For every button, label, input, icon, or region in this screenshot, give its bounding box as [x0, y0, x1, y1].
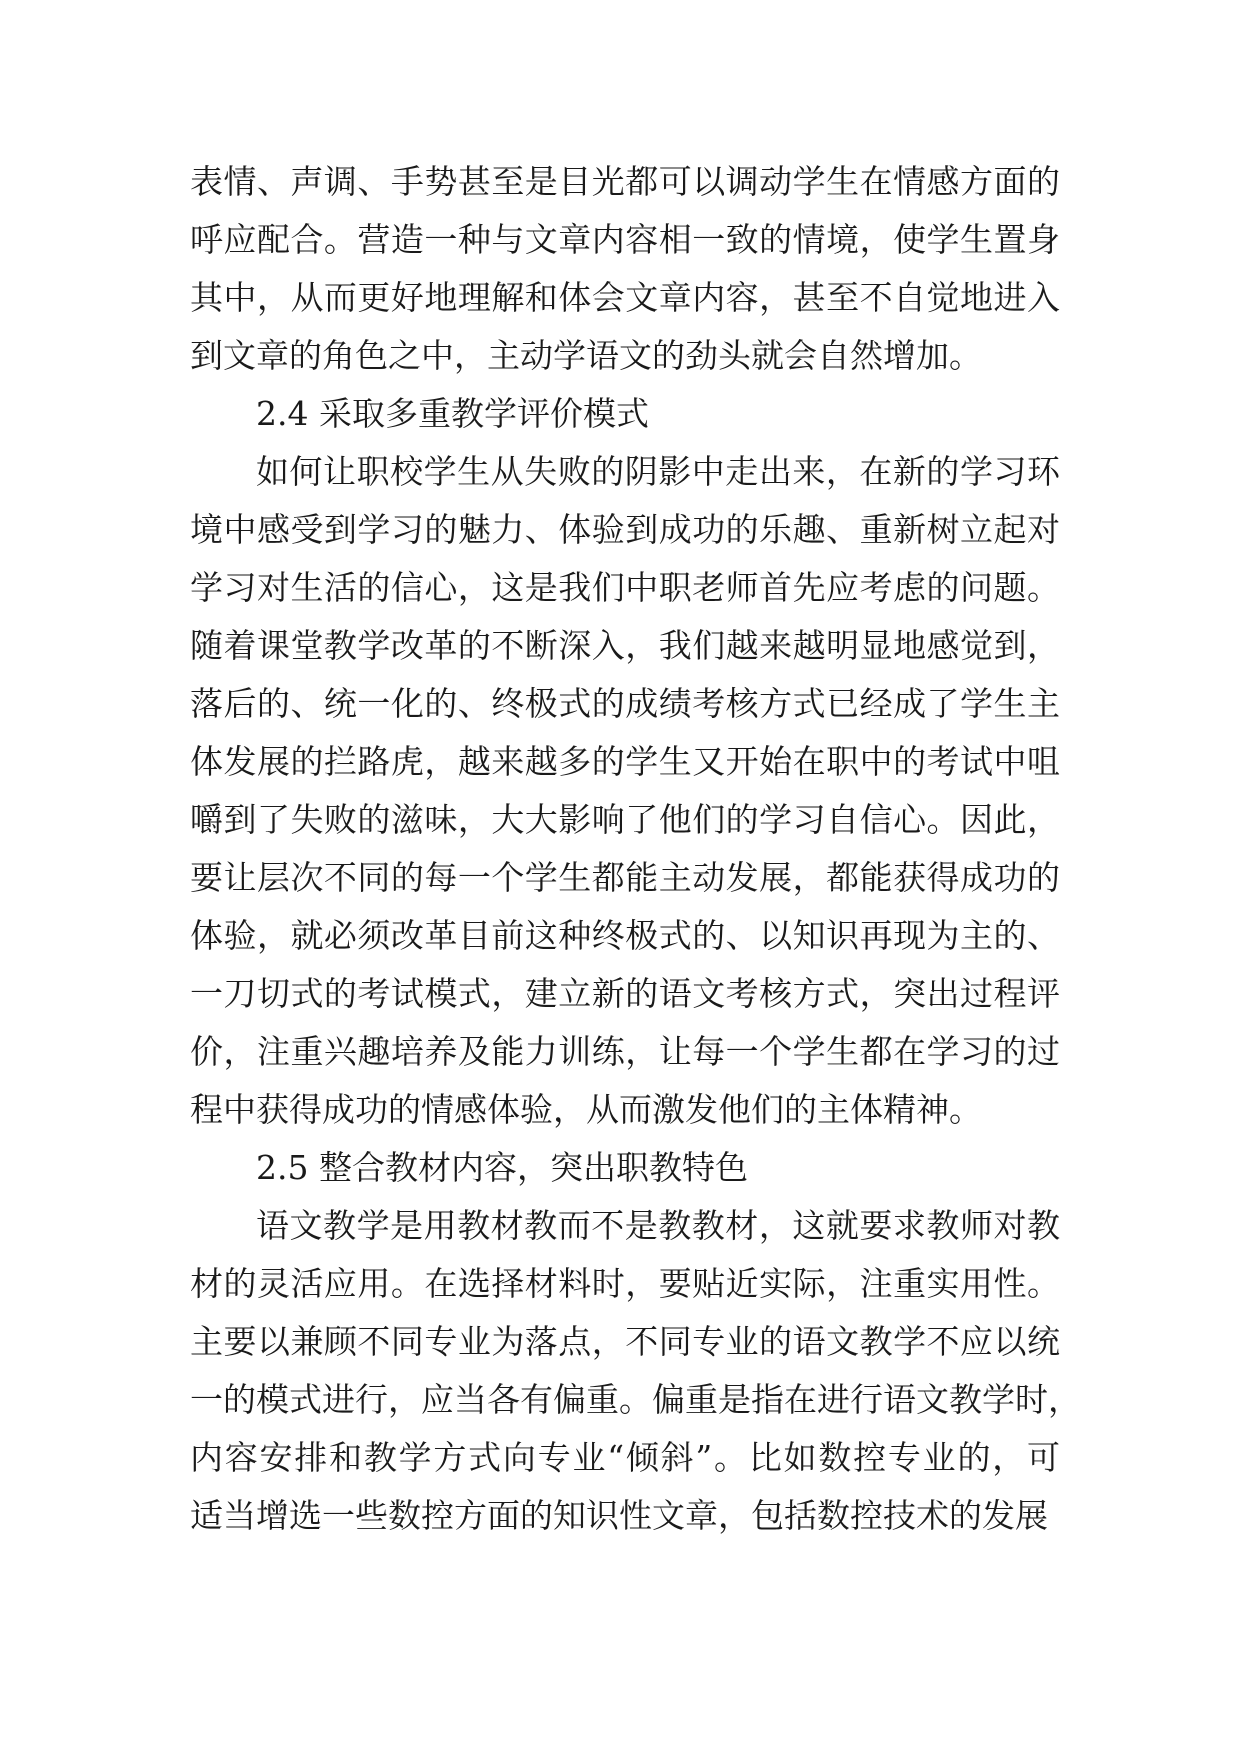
paragraph-line: 嚼到了失败的滋味，大大影响了他们的学习自信心。因此， — [190, 800, 1060, 839]
paragraph-line: 一的模式进行，应当各有偏重。偏重是指在进行语文教学时， — [190, 1380, 1081, 1419]
paragraph-line: 其中，从而更好地理解和体会文章内容，甚至不自觉地进入 — [190, 278, 1060, 317]
paragraph-line: 要让层次不同的每一个学生都能主动发展，都能获得成功的 — [190, 858, 1060, 897]
paragraph-line: 内容安排和教学方式向专业“倾斜”。比如数控专业的，可 — [190, 1438, 1060, 1477]
paragraph-line: 主要以兼顾不同专业为落点，不同专业的语文教学不应以统 — [190, 1322, 1060, 1361]
paragraph-line: 体发展的拦路虎，越来越多的学生又开始在职中的考试中咀 — [190, 742, 1060, 781]
paragraph-line: 表情、声调、手势甚至是目光都可以调动学生在情感方面的 — [190, 162, 1060, 201]
paragraph-line: 学习对生活的信心，这是我们中职老师首先应考虑的问题。 — [190, 568, 1060, 607]
paragraph-line: 随着课堂教学改革的不断深入，我们越来越明显地感觉到， — [190, 626, 1060, 665]
paragraph-line: 呼应配合。营造一种与文章内容相一致的情境，使学生置身 — [190, 220, 1060, 259]
paragraph-line: 材的灵活应用。在选择材料时，要贴近实际，注重实用性。 — [190, 1264, 1060, 1303]
paragraph-line: 到文章的角色之中，主动学语文的劲头就会自然增加。 — [190, 336, 982, 375]
paragraph-line: 语文教学是用教材教而不是教教材，这就要求教师对教 — [256, 1206, 1060, 1245]
paragraph-line: 境中感受到学习的魅力、体验到成功的乐趣、重新树立起对 — [190, 510, 1060, 549]
paragraph-line: 体验，就必须改革目前这种终极式的、以知识再现为主的、 — [190, 916, 1060, 955]
paragraph-line: 落后的、统一化的、终极式的成绩考核方式已经成了学生主 — [190, 684, 1060, 723]
section-heading-2-4: 2.4 采取多重教学评价模式 — [256, 394, 649, 433]
paragraph-line: 价，注重兴趣培养及能力训练，让每一个学生都在学习的过 — [190, 1032, 1060, 1071]
paragraph-line: 一刀切式的考试模式，建立新的语文考核方式，突出过程评 — [190, 974, 1060, 1013]
paragraph-line: 程中获得成功的情感体验，从而激发他们的主体精神。 — [190, 1090, 982, 1129]
section-heading-2-5: 2.5 整合教材内容，突出职教特色 — [256, 1148, 748, 1187]
paragraph-line: 如何让职校学生从失败的阴影中走出来，在新的学习环 — [256, 452, 1060, 491]
paragraph-line: 适当增选一些数控方面的知识性文章，包括数控技术的发展 — [190, 1496, 1048, 1535]
